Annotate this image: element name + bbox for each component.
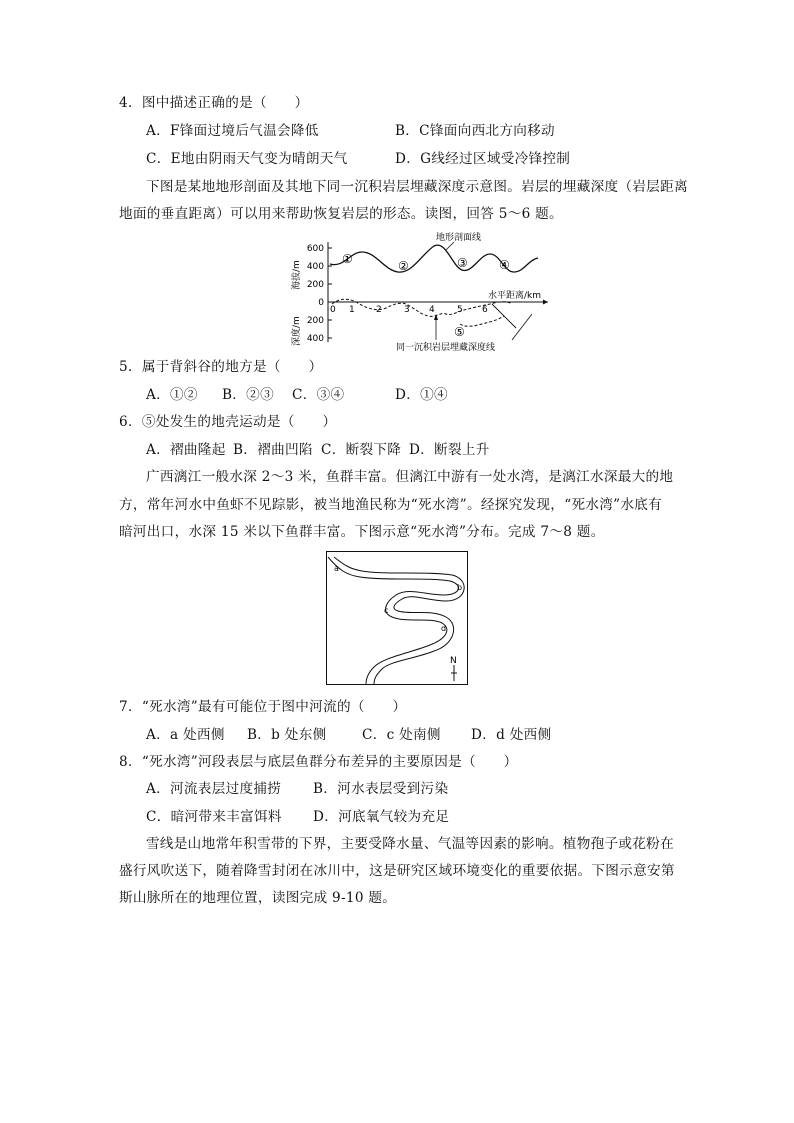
river-label-d: d (441, 624, 447, 633)
x-tick-5: 5 (457, 305, 463, 315)
q7-option-c[interactable]: C．c 处南侧 (362, 727, 441, 743)
q5-option-b[interactable]: B．②③ (222, 387, 274, 403)
ylabel-depth: 深度/m (292, 316, 302, 346)
tick-0: 0 (318, 298, 324, 308)
x-tick-0: 0 (330, 305, 336, 315)
q8-option-a[interactable]: A．河流表层过度捕捞 (146, 781, 282, 797)
question-8-stem: 8．“死水湾”河段表层与底层鱼群分布差异的主要原因是（ ） (119, 754, 518, 770)
q4-option-b[interactable]: B．C锋面向西北方向移动 (395, 123, 555, 139)
x-tick-2: 2 (376, 305, 382, 315)
north-label: N (450, 656, 457, 666)
q7-option-d[interactable]: D．d 处西侧 (471, 727, 552, 743)
intro-9-10-line2: 盛行风吹送下，随着降雪封闭在冰川中，这是研究区域环境变化的重要依据。下图示意安第 (119, 863, 675, 879)
tick-200-bottom: 200 (306, 316, 324, 326)
q8-option-c[interactable]: C．暗河带来丰富饵料 (146, 809, 282, 825)
q4-option-d[interactable]: D．G线经过区域受冷锋控制 (395, 151, 571, 167)
river-label-a: a (334, 564, 339, 573)
q5-option-c[interactable]: C．③④ (292, 387, 345, 403)
intro-9-10-line1: 雪线是山地常年积雪带的下界，主要受降水量、气温等因素的影响。植物孢子或花粉在 (146, 836, 674, 852)
marker-4: ④ (499, 258, 510, 272)
intro-9-10-line3: 斯山脉所在的地理位置，读图完成 9-10 题。 (119, 890, 397, 906)
q7-option-a[interactable]: A．a 处西侧 (146, 727, 225, 743)
q7-option-b[interactable]: B．b 处东侧 (247, 727, 327, 743)
tick-400-bottom: 400 (306, 334, 324, 344)
intro-5-6-line1: 下图是某地地形剖面及其地下同一沉积岩层埋藏深度示意图。岩层的埋藏深度（岩层距离 (146, 179, 688, 195)
depth-line-fault-section (460, 316, 504, 326)
river-label-b: b (457, 583, 463, 592)
tick-600: 600 (306, 244, 324, 254)
q8-option-d[interactable]: D．河底氧气较为充足 (313, 809, 450, 825)
q5-option-a[interactable]: A．①② (146, 387, 198, 403)
intro-7-8-line3: 暗河出口，水深 15 米以下鱼群丰富。下图示意“死水湾”分布。完成 7～8 题。 (119, 524, 605, 540)
x-axis-arrow (543, 300, 548, 305)
terrain-profile-figure (286, 228, 556, 356)
q4-option-c[interactable]: C．E地由阴雨天气变为晴朗天气 (146, 151, 348, 167)
fault-line (492, 304, 516, 328)
depth-label: 同一沉积岩层埋藏深度线 (396, 343, 496, 353)
question-7-stem: 7．“死水湾”最有可能位于图中河流的（ ） (119, 699, 407, 715)
tick-400: 400 (306, 262, 324, 272)
terrain-label: 地形剖面线 (436, 233, 482, 243)
q6-option-d[interactable]: D．断裂上升 (409, 442, 490, 458)
x-tick-6: 6 (482, 305, 488, 315)
q5-option-d[interactable]: D．①④ (395, 387, 448, 403)
marker-5: ⑤ (454, 325, 465, 339)
marker-3: ③ (457, 256, 468, 270)
question-4-stem: 4．图中描述正确的是（ ） (119, 95, 309, 111)
ylabel-elevation: 海拔/m (292, 260, 302, 290)
x-tick-4: 4 (429, 305, 435, 315)
terrain-leader (446, 242, 454, 250)
marker-1: ① (342, 252, 353, 266)
intro-5-6-line2: 地面的垂直距离）可以用来帮助恢复岩层的形态。读图，回答 5～6 题。 (119, 206, 563, 222)
x-tick-3: 3 (404, 305, 410, 315)
x-axis-label: 水平距离/km (488, 291, 542, 301)
question-6-stem: 6．⑤处发生的地壳运动是（ ） (119, 414, 337, 430)
river-label-c: c (384, 606, 389, 615)
tick-200-top: 200 (306, 280, 324, 290)
question-5-stem: 5．属于背斜谷的地方是（ ） (119, 359, 323, 375)
marker-2: ② (398, 259, 409, 273)
q8-option-b[interactable]: B．河水表层受到污染 (313, 781, 449, 797)
q6-option-b[interactable]: B．褶曲凹陷 (233, 442, 313, 458)
intro-7-8-line2: 方，常年河水中鱼虾不见踪影，被当地渔民称为“死水湾”。经探究发现，“死水湾”水底有 (119, 497, 663, 513)
x-tick-1: 1 (349, 305, 355, 315)
q4-option-a[interactable]: A．F锋面过境后气温会降低 (146, 123, 319, 139)
q6-option-a[interactable]: A．褶曲隆起 (146, 442, 226, 458)
intro-7-8-line1: 广西漓江一般水深 2～3 米，鱼群丰富。但漓江中游有一处水湾，是漓江水深最大的地 (146, 469, 674, 485)
river-map-figure (326, 551, 468, 685)
q6-option-c[interactable]: C．断裂下降 (321, 442, 402, 458)
